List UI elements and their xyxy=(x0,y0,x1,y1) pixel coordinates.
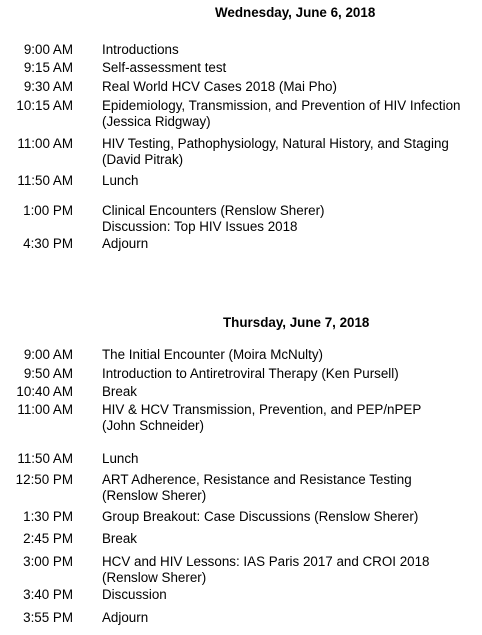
session-label: ART Adherence, Resistance and Resistance Testing (Renslow Sherer) xyxy=(102,472,412,503)
session-label: Adjourn xyxy=(102,236,149,251)
session-label: Lunch xyxy=(102,173,139,188)
time-label: 10:15 AM xyxy=(16,98,73,113)
session-label: Adjourn xyxy=(102,610,149,625)
time-label: 9:00 AM xyxy=(23,347,73,362)
session-label: Lunch xyxy=(102,451,139,466)
session-label: Epidemiology, Transmission, and Prevention of HIV Infection (Jessica Ridgway) xyxy=(102,98,461,129)
day-heading-thursday: Thursday, June 7, 2018 xyxy=(223,315,370,330)
time-label: 9:30 AM xyxy=(23,79,73,94)
time-label: 10:40 AM xyxy=(16,384,73,399)
time-label: 11:50 AM xyxy=(17,451,73,466)
time-label: 1:30 PM xyxy=(23,509,73,524)
session-label: The Initial Encounter (Moira McNulty) xyxy=(102,347,324,362)
session-label: HIV Testing, Pathophysiology, Natural History, and Staging (David Pitrak) xyxy=(102,136,449,167)
time-label: 1:00 PM xyxy=(23,203,73,218)
session-label: Self-assessment test xyxy=(102,60,227,75)
session-label: HCV and HIV Lessons: IAS Paris 2017 and CROI 2018 (Renslow Sherer) xyxy=(102,554,430,585)
time-label: 11:50 AM xyxy=(17,173,73,188)
session-label: Group Breakout: Case Discussions (Renslow Sherer) xyxy=(102,509,419,524)
time-label: 4:30 PM xyxy=(23,236,73,251)
session-label: Break xyxy=(102,531,137,546)
time-label: 11:00 AM xyxy=(17,136,73,151)
session-label: Break xyxy=(102,384,137,399)
time-label: 3:40 PM xyxy=(23,587,73,602)
session-label: Discussion xyxy=(102,587,167,602)
time-label: 2:45 PM xyxy=(23,531,73,546)
time-label: 9:00 AM xyxy=(23,42,73,57)
time-label: 9:50 AM xyxy=(23,366,73,381)
session-label: Introduction to Antiretroviral Therapy (Ken Pursell) xyxy=(102,366,399,381)
time-label: 9:15 AM xyxy=(23,60,73,75)
time-label: 3:55 PM xyxy=(23,610,73,625)
session-label: HIV & HCV Transmission, Prevention, and PEP/nPEP (John Schneider) xyxy=(102,402,422,433)
session-label: Real World HCV Cases 2018 (Mai Pho) xyxy=(102,79,337,94)
time-label: 12:50 PM xyxy=(15,472,73,487)
time-label: 11:00 AM xyxy=(17,402,73,417)
session-label: Clinical Encounters (Renslow Sherer) Discussion: Top HIV Issues 2018 xyxy=(102,203,325,234)
session-label: Introductions xyxy=(102,42,179,57)
time-label: 3:00 PM xyxy=(23,554,73,569)
day-heading-wednesday: Wednesday, June 6, 2018 xyxy=(215,5,376,20)
